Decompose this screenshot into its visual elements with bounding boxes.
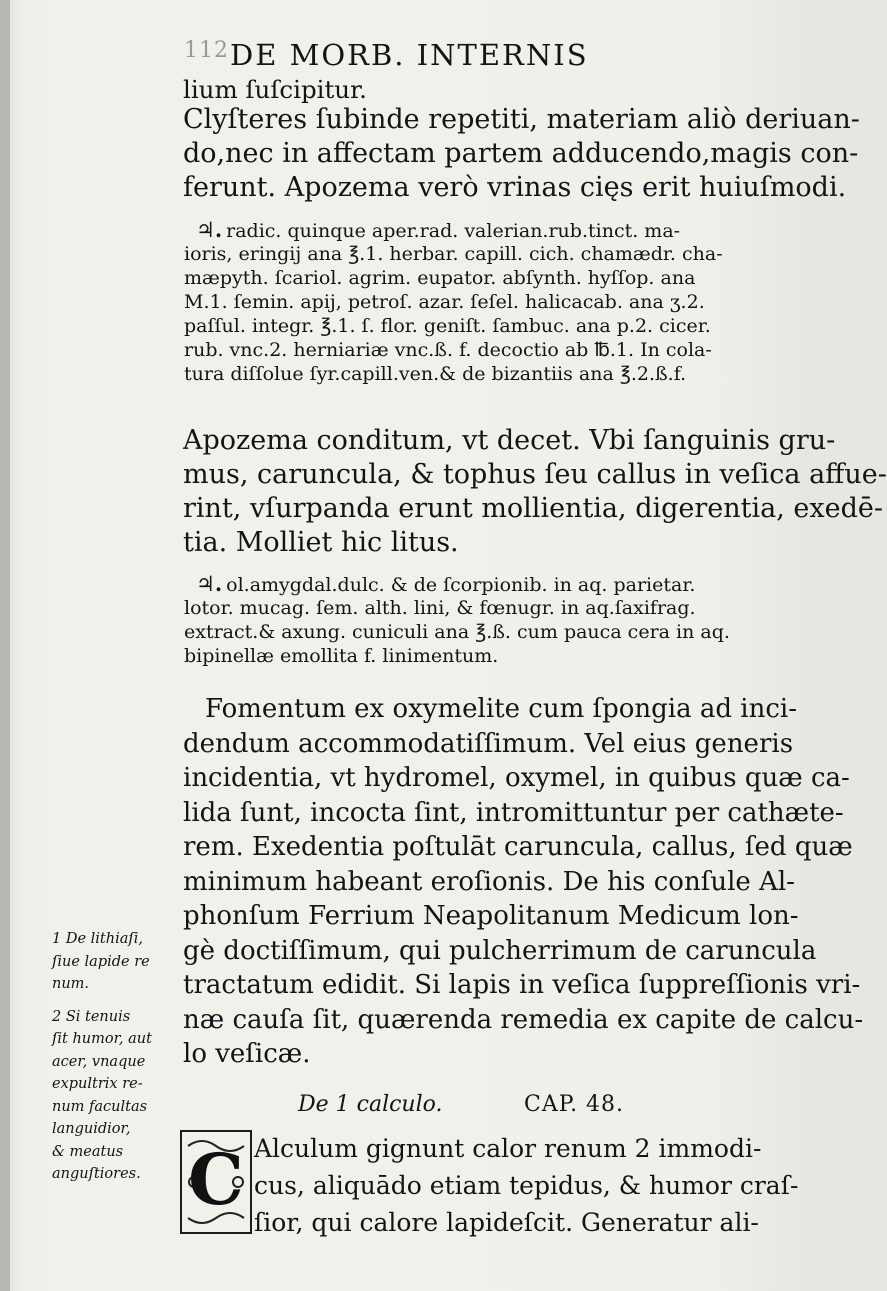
margin-note-line: ſit humor, aut [52,1031,152,1047]
text-line: lida ſunt, incocta ſint, intromittuntur per cathæte- [183,797,844,828]
recipe-line: extract.& axung. cuniculi ana ℥.ß. cum pauca cera in aq. [184,621,730,643]
text-line: phonſum Ferrium Neapolitanum Medicum lon- [183,901,799,931]
chapter-heading [298,1092,758,1122]
text-line: mus, caruncula, & tophus ſeu callus in veſica affue- [183,459,887,490]
recipe-line: mæpyth. ſcariol. agrim. eupator. abſynth. hyſſop. ana [184,267,696,289]
recipe-symbol: ♃. [196,571,223,596]
text-line: Apozema conditum, vt decet. Vbi ſanguinis gru- [183,425,836,456]
page-gutter-shadow [0,0,10,1291]
text-line: Clyſteres ſubinde repetiti, materiam aliò deriuan- [183,104,860,135]
recipe-line: M.1. ſemin. apij, petroſ. azar. ſeſel. halicacab. ana ʒ.2. [184,291,705,313]
drop-cap-ornament [180,1130,252,1234]
chapter-number: CAP. 48. [524,1092,625,1117]
margin-note-line: anguſtiores. [52,1166,141,1182]
paragraph-clysteres [183,75,860,205]
recipe-line: paſſul. integr. ℥.1. ſ. flor. geniſt. ſambuc. ana p.2. cicer. [184,315,711,337]
marginal-notes [52,928,178,1186]
recipe-line: ♃. ol.amygdal.dulc. & de ſcorpionib. in aq. parietar. [196,571,696,596]
recipe-line: bipinellæ emollita f. linimentum. [184,645,499,667]
paragraph-apozema-conditum [183,424,887,560]
text-line: næ cauſa ſit, quærenda remedia ex capite de calcu- [183,1004,864,1035]
text-line: ferunt. Apozema verò vrinas cięs erit huiuſmodi. [183,172,847,203]
text-line: Fomentum ex oxymelite cum ſpongia ad inci- [205,694,798,724]
recipe-line: ♃. radic. quinque aper.rad. valerian.rub.tinct. ma- [196,217,681,242]
margin-note-line: 1 De lithiaſi, [52,931,143,947]
running-title: DE MORB. INTERNIS [230,38,589,72]
margin-note-line: languidior, [52,1121,131,1137]
text-line: ſior, qui calore lapideſcit. Generatur ali- [254,1208,759,1237]
folio-number: 112 [184,38,229,63]
margin-note-line: expultrix re- [52,1076,143,1092]
recipe-line: tura diſſolue ſyr.capill.ven.& de bizantiis ana ℥.2.ß.f. [184,363,687,385]
text-line: minimum habeant eroſionis. De his conſule Al- [183,866,795,897]
text-line: rem. Exedentia poſtulāt caruncula, callus, ſed quæ [183,832,853,862]
text-line: Alculum gignunt calor renum 2 immodi- [254,1134,762,1163]
margin-note-line: & meatus [52,1143,124,1160]
text-line: tia. Molliet hic litus. [183,527,459,558]
text-line: rint, vſurpanda erunt mollientia, digerentia, exedē- [183,493,883,524]
recipe-line: lotor. mucag. ſem. alth. lini, & fœnugr. in aq.ſaxifrag. [184,597,696,619]
recipe-linimentum [184,571,766,668]
drop-cap-letter: C [188,1138,244,1221]
chapter-title: De 1 calculo. [298,1092,443,1117]
margin-note-line: 2 Si tenuis [52,1008,131,1025]
margin-note-line: ſiue lapide re [52,953,150,970]
margin-note-line: num facultas [52,1098,148,1115]
page-header [170,38,770,72]
text-line: incidentia, vt hydromel, oxymel, in quibus quæ ca- [183,763,850,793]
text-line: lium ſuſcipitur. [183,75,367,104]
text-line: lo veſicæ. [183,1039,311,1069]
text-line: cus, aliquādo etiam tepidus, & humor craſ- [254,1171,799,1200]
margin-note-line: num. [52,976,90,992]
recipe-symbol: ♃. [196,217,223,242]
recipe-line: rub. vnc.2. herniariæ vnc.ß. f. decoctio ab ℔.1. In cola- [184,339,712,361]
recipe-line: ioris, eringij ana ℥.1. herbar. capill. cich. chamædr. cha- [184,243,723,265]
text-line: do,nec in affectam partem adducendo,magis con- [183,138,859,169]
recipe-apozema [184,217,766,386]
text-line: gè doctiſſimum, qui pulcherrimum de caruncula [183,935,817,966]
margin-note-line: acer, vnaque [52,1053,146,1070]
text-line: tractatum edidit. Si lapis in veſica ſuppreſſionis vri- [183,970,861,1000]
paragraph-fomentum [183,692,864,1072]
chapter-paragraph [254,1130,799,1241]
text-line: dendum accommodatiſſimum. Vel eius generis [183,728,794,759]
